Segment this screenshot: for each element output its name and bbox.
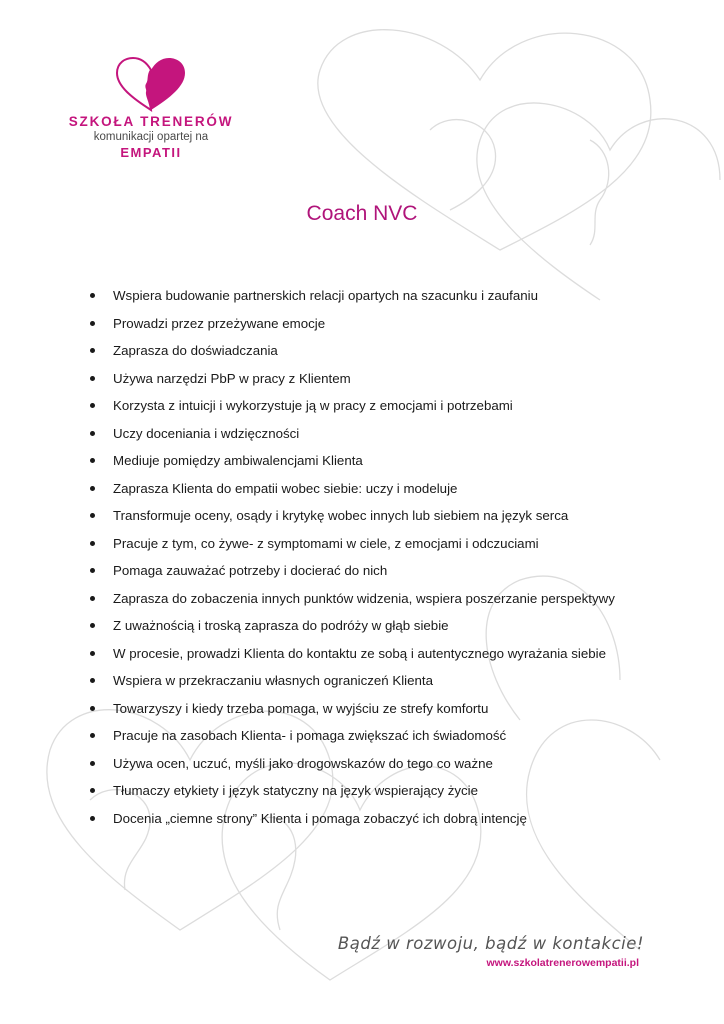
list-item: Pracuje na zasobach Klienta- i pomaga zwiększać ich świadomość (88, 725, 708, 753)
list-item: Docenia „ciemne strony” Klienta i pomaga zobaczyć ich dobrą intencję (88, 808, 708, 836)
list-item: Pomaga zauważać potrzeby i docierać do nich (88, 560, 708, 588)
list-item: Wspiera w przekraczaniu własnych ograniczeń Klienta (88, 670, 708, 698)
footer-slogan: Bądź w rozwoju, bądź w kontakcie! (337, 934, 644, 953)
list-item: W procesie, prowadzi Klienta do kontaktu ze sobą i autentycznego wyrażania siebie (88, 643, 708, 671)
list-item: Tłumaczy etykiety i język statyczny na język wspierający życie (88, 780, 708, 808)
list-item: Prowadzi przez przeżywane emocje (88, 313, 708, 341)
logo-subtitle: komunikacji opartej na (93, 131, 209, 143)
page-title: Coach NVC (306, 202, 418, 225)
heart-face-icon (114, 56, 188, 112)
logo-title: SZKOŁA TRENERÓW (68, 114, 234, 129)
list-item: Zaprasza Klienta do empatii wobec siebie: uczy i modeluje (88, 478, 708, 506)
bullet-list (88, 285, 708, 835)
list-item: Używa narzędzi PbP w pracy z Klientem (88, 368, 708, 396)
list-item: Z uważnością i troską zaprasza do podróży w głąb siebie (88, 615, 708, 643)
list-item: Transformuje oceny, osądy i krytykę wobec innych lub siebiem na język serca (88, 505, 708, 533)
list-item: Korzysta z intuicji i wykorzystuje ją w pracy z emocjami i potrzebami (88, 395, 708, 423)
list-item: Towarzyszy i kiedy trzeba pomaga, w wyjściu ze strefy komfortu (88, 698, 708, 726)
list-item: Zaprasza do zobaczenia innych punktów widzenia, wspiera poszerzanie perspektywy (88, 588, 708, 616)
footer-website-link[interactable]: www.szkolatrenerowempatii.pl (486, 957, 639, 969)
logo-empatii: EMPATII (120, 145, 182, 160)
list-item: Wspiera budowanie partnerskich relacji opartych na szacunku i zaufaniu (88, 285, 708, 313)
list-item: Pracuje z tym, co żywe- z symptomami w ciele, z emocjami i odczuciami (88, 533, 708, 561)
list-item: Mediuje pomiędzy ambiwalencjami Klienta (88, 450, 708, 478)
list-item: Używa ocen, uczuć, myśli jako drogowskazów do tego co ważne (88, 753, 708, 781)
list-item: Zaprasza do doświadczania (88, 340, 708, 368)
logo (66, 56, 236, 166)
list-item: Uczy doceniania i wdzięczności (88, 423, 708, 451)
